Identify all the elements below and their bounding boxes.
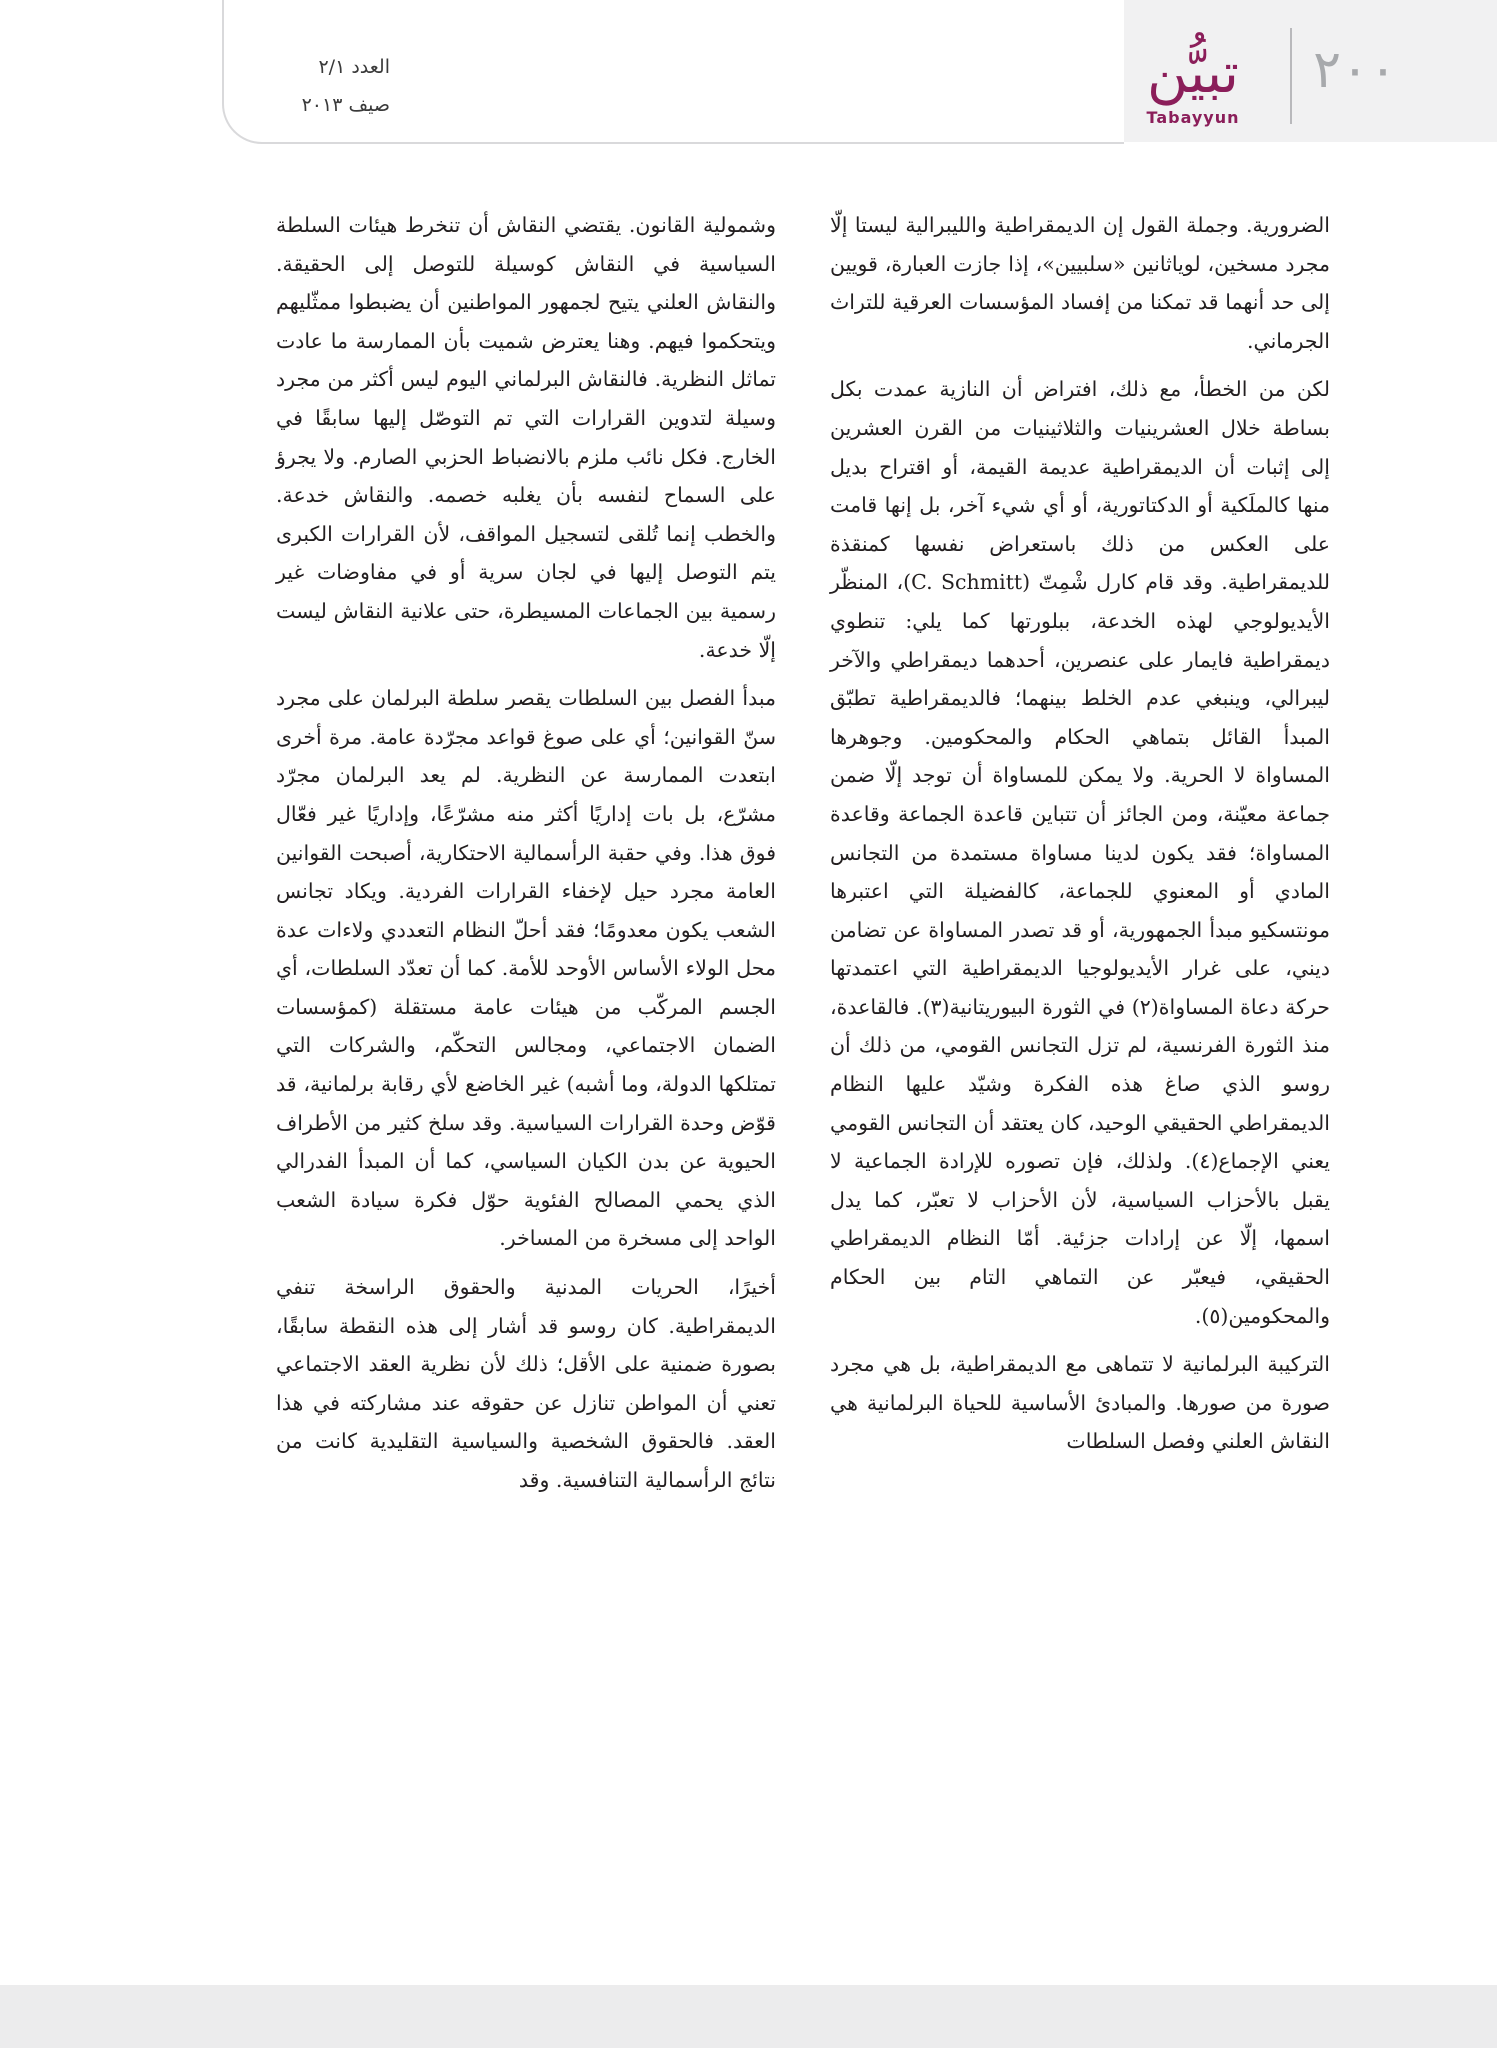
header-divider <box>1290 28 1292 124</box>
logo-latin-text: Tabayyun <box>1146 108 1240 127</box>
right-column <box>830 206 1330 1471</box>
paragraph: وشمولية القانون. يقتضي النقاش أن تنخرط هيئات السلطة السياسية في النقاش كوسيلة للتوصل إلى الحقيقة. والنقاش العلني يتيح لجمهور المواطنين أن يضبطوا ممثّليهم ويتحكموا فيهم. وهنا يعترض شميت بأن الممارسة ما عادت تماثل النظرية. فالنقاش البرلماني اليوم ليس أكثر من مجرد وسيلة لتدوين القرارات التي تم التوصّل إليها سابقًا في الخارج. فكل نائب ملزم بالانضباط الحزبي الصارم. ولا يجرؤ على السماح لنفسه بأن يغلبه خصمه. والنقاش خدعة. والخطب إنما تُلقى لتسجيل المواقف، لأن القرارات الكبرى يتم التوصل إليها في لجان سرية أو في مفاوضات غير رسمية بين الجماعات المسيطرة، حتى علانية النقاش ليست إلّا خدعة. <box>276 213 776 662</box>
paragraph: مبدأ الفصل بين السلطات يقصر سلطة البرلمان على مجرد سنّ القوانين؛ أي على صوغ قواعد مجرّدة عامة. مرة أخرى ابتعدت الممارسة عن النظرية. لم يعد البرلمان مجرّد مشرّع، بل بات إداريًا أكثر منه مشرّعًا، وإداريًا غير فعّال فوق هذا. وفي حقبة الرأسمالية الاحتكارية، أصبحت القوانين العامة مجرد حيل لإخفاء القرارات الفردية. ويكاد تجانس الشعب يكون معدومًا؛ فقد أحلّ النظام التعددي ولاءات عدة محل الولاء الأساس الأوحد للأمة. كما أن تعدّد السلطات، أي الجسم المركّب من هيئات عامة مستقلة (كمؤسسات الضمان الاجتماعي، ومجالس التحكّم، والشركات التي تمتلكها الدولة، وما أشبه) غير الخاضع لأي رقابة برلمانية، قد قوّض وحدة القرارات السياسية. وقد سلخ كثير من الأطراف الحيوية عن بدن الكيان السياسي، كما أن المبدأ الفدرالي الذي يحمي المصالح الفئوية حوّل فكرة سيادة الشعب الواحد إلى مسخرة من المساخر. <box>276 686 776 1251</box>
paragraph: التركيبة البرلمانية لا تتماهى مع الديمقراطية، بل هي مجرد صورة من صورها. والمبادئ الأساسية للحياة البرلمانية هي النقاش العلني وفصل السلطات <box>830 1352 1330 1454</box>
logo-arabic-text: تبيُّن <box>1146 41 1239 106</box>
journal-logo <box>1118 34 1268 134</box>
issue-number: العدد ٢/١ <box>318 56 390 78</box>
page-number: ٢٠٠ <box>1313 40 1397 100</box>
paragraph: الضرورية. وجملة القول إن الديمقراطية والليبرالية ليستا إلّا مجرد مسخين، لوياثانين «سلبيين»، إذا جازت العبارة، قويين إلى حد أنهما قد تمكنا من إفساد المؤسسات العرقية للتراث الجرماني. <box>830 213 1330 353</box>
paragraph: لكن من الخطأ، مع ذلك، افتراض أن النازية عمدت بكل بساطة خلال العشرينيات والثلاثينيات من القرن العشرين إلى إثبات أن الديمقراطية عديمة القيمة، أو اقتراح بديل منها كالملَكية أو الدكتاتورية، أو أي شيء آخر، بل إنها قامت على العكس من ذلك باستعراض نفسها كمنقذة للديمقراطية. وقد قام كارل شْمِتّ (C. Schmitt)، المنظّر الأيديولوجي لهذه الخدعة، ببلورتها كما يلي: تنطوي ديمقراطية فايمار على عنصرين، أحدهما ديمقراطي والآخر ليبرالي، وينبغي عدم الخلط بينهما؛ فالديمقراطية تطبّق المبدأ القائل بتماهي الحكام والمحكومين. وجوهرها المساواة لا الحرية. ولا يمكن للمساواة أن توجد إلّا ضمن جماعة معيّنة، ومن الجائز أن تتباين قاعدة الجماعة وقاعدة المساواة؛ فقد يكون لدينا مساواة مستمدة من التجانس المادي أو المعنوي للجماعة، كالفضيلة التي اعتبرها مونتسكيو مبدأ الجمهورية، أو قد تصدر المساواة عن تضامن ديني، على غرار الأيديولوجيا الديمقراطية التي اعتمدتها حركة دعاة المساواة(٢) في الثورة البيوريتانية(٣). فالقاعدة، منذ الثورة الفرنسية، لم تزل التجانس القومي، من ذلك أن روسو الذي صاغ هذه الفكرة وشيّد عليها النظام الديمقراطي الحقيقي الوحيد، كان يعتقد أن التجانس القومي يعني الإجماع(٤). ولذلك، فإن تصوره للإرادة الجماعية لا يقبل بالأحزاب السياسية، لأن الأحزاب لا تعبّر، كما يدل اسمها، إلّا عن إرادات جزئية. أمّا النظام الديمقراطي الحقيقي، فيعبّر عن التماهي التام بين الحكام والمحكومين(٥). <box>830 377 1330 1328</box>
paragraph: أخيرًا، الحريات المدنية والحقوق الراسخة تنفي الديمقراطية. كان روسو قد أشار إلى هذه النقطة سابقًا، بصورة ضمنية على الأقل؛ ذلك لأن نظرية العقد الاجتماعي تعني أن المواطن تنازل عن حقوقه عند مشاركته في هذا العقد. فالحقوق الشخصية والسياسية التقليدية كانت من نتائج الرأسمالية التنافسية. وقد <box>276 1275 776 1492</box>
left-column <box>276 206 776 1510</box>
footer-band <box>0 1985 1497 2048</box>
issue-season: صيف ٢٠١٣ <box>301 94 390 116</box>
issue-info <box>270 48 390 124</box>
